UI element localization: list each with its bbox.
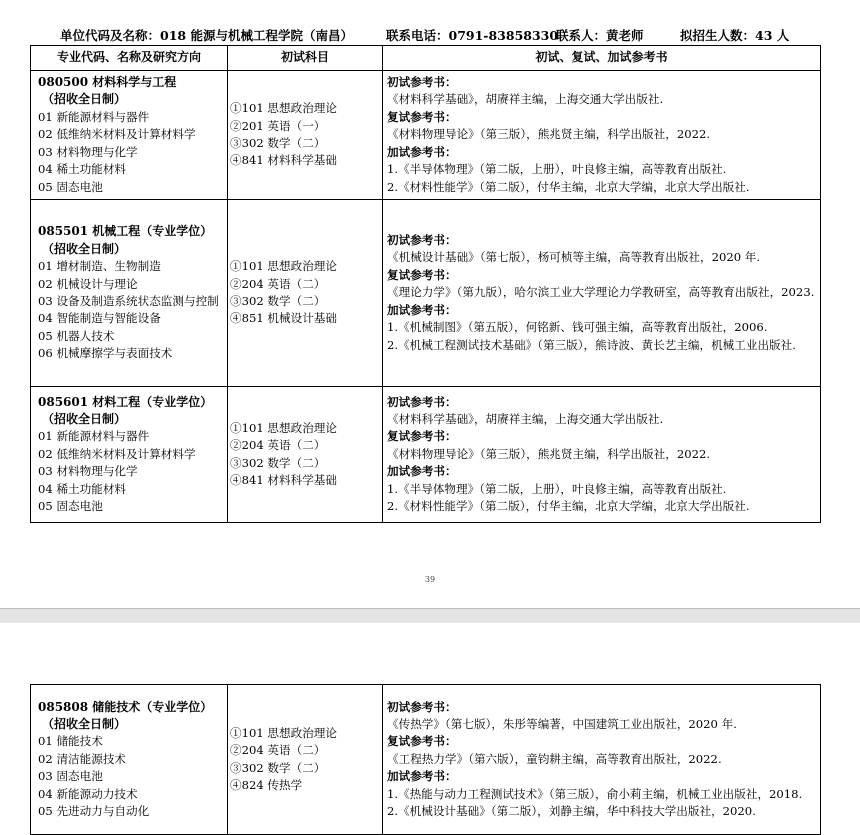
research-direction: 04 稀土功能材料 — [38, 162, 127, 177]
exam-subject: ③302 数学（二） — [230, 760, 326, 775]
table-row — [31, 387, 821, 523]
retest-books-label: 复试参考书： — [387, 734, 457, 749]
exam-subject: ②204 英语（二） — [230, 743, 326, 758]
reference-books-cell — [383, 71, 821, 200]
exam-subjects-cell — [228, 387, 383, 523]
document-page-2 — [0, 623, 860, 831]
program-directions-cell — [31, 387, 228, 523]
program-table — [30, 45, 821, 523]
program-directions-cell — [31, 685, 228, 835]
program-directions-cell — [31, 71, 228, 200]
reference-book: 2.《材料性能学》（第二版），付华主编，北京大学编，北京大学出版社. — [387, 179, 750, 194]
reference-book: 《材料科学基础》，胡赓祥主编，上海交通大学出版社. — [387, 411, 664, 426]
reference-book: 《传热学》（第七版），朱彤等编著，中国建筑工业出版社，2020 年. — [387, 716, 737, 731]
reference-books-cell — [383, 200, 821, 387]
exam-subjects-cell — [228, 685, 383, 835]
research-direction: 02 低维纳米材料及计算材料学 — [38, 127, 196, 142]
research-direction: 01 增材制造、生物制造 — [38, 259, 161, 274]
research-direction: 05 固态电池 — [38, 499, 103, 514]
reference-book: 《机械设计基础》（第七版），杨可桢等主编，高等教育出版社，2020 年. — [387, 250, 761, 265]
page-number: 39 — [424, 575, 436, 584]
exam-subject: ①101 思想政治理论 — [230, 725, 337, 740]
column-header-subjects: 初试科目 — [228, 46, 383, 71]
unit-header — [60, 26, 820, 42]
research-direction: 04 稀土功能材料 — [38, 481, 127, 496]
reference-book: 1.《机械制图》（第五版），何铭新、钱可强主编，高等教育出版社，2006. — [387, 320, 768, 335]
program-mode: （招收全日制） — [42, 411, 127, 426]
exam-subject: ③302 数学（二） — [230, 455, 326, 470]
exam-subject: ④841 材料科学基础 — [230, 472, 337, 487]
exam-subjects-cell — [228, 71, 383, 200]
exam-subject: ③302 数学（二） — [230, 294, 326, 308]
research-direction: 05 固态电池 — [38, 179, 103, 194]
program-mode: （招收全日制） — [42, 716, 127, 731]
research-direction: 01 新能源材料与器件 — [38, 109, 150, 124]
extra-books-label: 加试参考书： — [387, 302, 457, 317]
initial-books-label: 初试参考书： — [387, 394, 457, 409]
research-direction: 03 材料物理与化学 — [38, 464, 138, 479]
research-direction: 04 智能制造与智能设备 — [38, 311, 161, 326]
program-mode: （招收全日制） — [42, 92, 127, 107]
extra-books-label: 加试参考书： — [387, 769, 457, 784]
contact-person: 联系人：黄老师 — [556, 28, 644, 43]
research-direction: 03 设备及制造系统状态监测与控制 — [38, 294, 219, 308]
exam-subject: ②201 英语（一） — [230, 118, 326, 133]
reference-books-cell — [383, 387, 821, 523]
research-direction: 01 储能技术 — [38, 734, 103, 749]
program-title: 080500 材料科学与工程 — [38, 75, 177, 90]
exam-subject: ②204 英语（二） — [230, 438, 326, 453]
extra-books-label: 加试参考书： — [387, 464, 457, 479]
reference-book: 《工程热力学》（第六版），童钧耕主编，高等教育出版社，2022. — [387, 751, 722, 766]
column-header-direction: 专业代码、名称及研究方向 — [31, 46, 228, 71]
extra-books-label: 加试参考书： — [387, 144, 457, 159]
research-direction: 02 清洁能源技术 — [38, 751, 127, 766]
table-row — [31, 200, 821, 387]
initial-books-label: 初试参考书： — [387, 233, 457, 248]
exam-subject: ②204 英语（二） — [230, 276, 326, 291]
exam-subject: ①101 思想政治理论 — [230, 420, 337, 435]
reference-book: 2.《材料性能学》（第二版），付华主编，北京大学编，北京大学出版社. — [387, 499, 750, 514]
retest-books-label: 复试参考书： — [387, 429, 457, 444]
initial-books-label: 初试参考书： — [387, 75, 457, 90]
reference-book: 1.《半导体物理》（第二版，上册），叶良修主编，高等教育出版社. — [387, 162, 727, 177]
reference-book: 1.《热能与动力工程测试技术》（第三版），俞小莉主编，机械工业出版社，2018. — [387, 786, 803, 801]
reference-books-cell — [383, 685, 821, 835]
program-title: 085808 储能技术（专业学位） — [38, 699, 213, 714]
retest-books-label: 复试参考书： — [387, 267, 457, 282]
research-direction: 03 固态电池 — [38, 769, 103, 784]
retest-books-label: 复试参考书： — [387, 109, 457, 124]
initial-books-label: 初试参考书： — [387, 699, 457, 714]
reference-book: 《材料科学基础》，胡赓祥主编，上海交通大学出版社. — [387, 92, 664, 107]
research-direction: 03 材料物理与化学 — [38, 144, 138, 159]
table-row — [31, 71, 821, 200]
research-direction: 04 新能源动力技术 — [38, 786, 138, 801]
reference-book: 《理论力学》（第九版），哈尔滨工业大学理论力学教研室，高等教育出版社，2023. — [387, 285, 815, 300]
exam-subject: ①101 思想政治理论 — [230, 101, 337, 116]
page-separator — [0, 608, 860, 624]
reference-book: 2.《机械设计基础》（第二版），刘静主编，华中科技大学出版社，2020. — [387, 804, 756, 819]
program-mode: （招收全日制） — [42, 241, 127, 256]
reference-book: 1.《半导体物理》（第二版，上册），叶良修主编，高等教育出版社. — [387, 481, 727, 496]
enrollment-quota: 拟招生人数：43 人 — [680, 28, 790, 43]
research-direction: 05 先进动力与自动化 — [38, 804, 150, 819]
unit-name: 单位代码及名称：018 能源与机械工程学院（南昌） — [60, 28, 353, 43]
program-title: 085601 材料工程（专业学位） — [38, 394, 213, 409]
program-title: 085501 机械工程（专业学位） — [38, 224, 213, 239]
exam-subject: ④841 材料科学基础 — [230, 153, 337, 168]
exam-subjects-cell — [228, 200, 383, 387]
column-header-references: 初试、复试、加试参考书 — [383, 46, 821, 71]
research-direction: 06 机械摩擦学与表面技术 — [38, 346, 173, 361]
research-direction: 05 机器人技术 — [38, 328, 115, 343]
table-header-row — [31, 46, 821, 71]
contact-phone: 联系电话：0791-83858330 — [386, 28, 559, 43]
research-direction: 01 新能源材料与器件 — [38, 429, 150, 444]
reference-book: 《材料物理导论》（第三版），熊兆贤主编，科学出版社，2022. — [387, 446, 711, 461]
program-directions-cell — [31, 200, 228, 387]
program-table — [30, 684, 821, 835]
exam-subject: ③302 数学（二） — [230, 136, 326, 150]
table-row — [31, 685, 821, 835]
reference-book: 2.《机械工程测试技术基础》（第三版），熊诗波、黄长艺主编，机械工业出版社. — [387, 337, 796, 352]
research-direction: 02 低维纳米材料及计算材料学 — [38, 446, 196, 461]
exam-subject: ①101 思想政治理论 — [230, 259, 337, 274]
exam-subject: ④851 机械设计基础 — [230, 311, 337, 326]
exam-subject: ④824 传热学 — [230, 777, 303, 792]
reference-book: 《材料物理导论》（第三版），熊兆贤主编，科学出版社，2022. — [387, 127, 711, 142]
research-direction: 02 机械设计与理论 — [38, 276, 138, 291]
